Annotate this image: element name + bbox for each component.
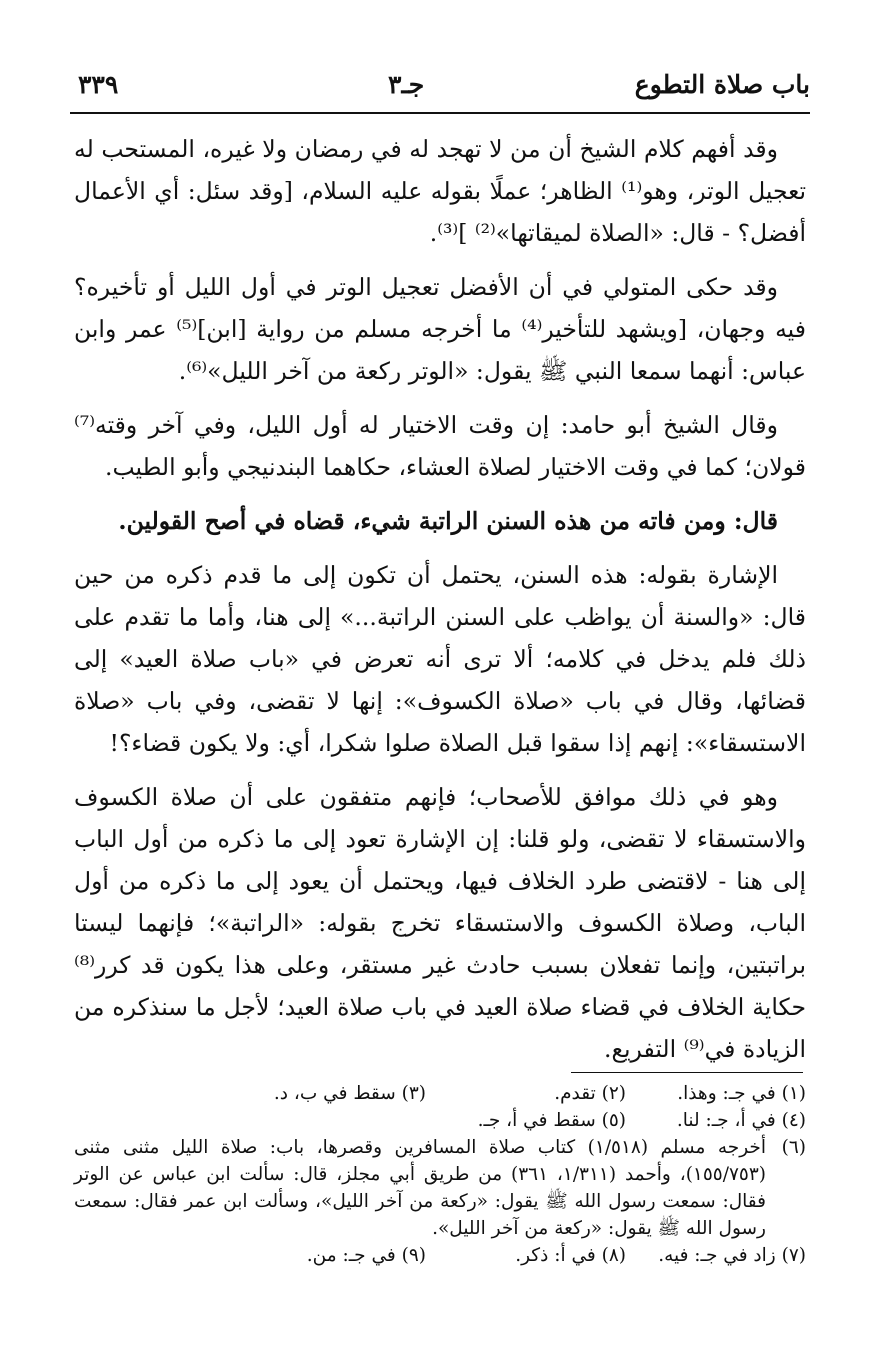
volume-label: جـ٣ [388, 70, 425, 99]
footnotes [74, 1080, 806, 1269]
page-number: ٣٣٩ [78, 70, 119, 99]
footnote: (٧) زاد في جـ: فيه. [658, 1245, 806, 1266]
footnote: (٤) في أ، جـ: لنا. [676, 1110, 806, 1131]
footnote-row [74, 1080, 806, 1107]
footnote-row [74, 1242, 806, 1269]
paragraph: وقال الشيخ أبو حامد: إن وقت الاختيار له أول الليل، وفي آخر وقته⁽⁷⁾ قولان؛ كما في وقت الاختيار لصلاة العشاء، حكاهما البندنيجي وأبو الطيب. [74, 411, 806, 481]
main-text [74, 128, 806, 1082]
chapter-title: باب صلاة التطوع [634, 70, 810, 99]
footnote: (٥) سقط في أ، جـ. [477, 1110, 626, 1131]
footnote: (٩) في جـ: من. [306, 1245, 426, 1266]
footnote-row [74, 1107, 806, 1134]
footnote: (١) في جـ: وهذا. [677, 1083, 806, 1104]
paragraph: وهو في ذلك موافق للأصحاب؛ فإنهم متفقون على أن صلاة الكسوف والاستسقاء لا تقضى، ولو قلنا: إن الإشارة تعود إلى ما ذكره من أول الباب إلى هنا - لاقتضى طرد الخلاف فيها، ويحتمل أن يعود إلى ما ذكره من أول الباب، وصلاة الكسوف والاستسقاء تخرج بقوله: «الراتبة»؛ فإنهما ليستا براتبتين، وإنما تفعلان بسبب حادث غير مستقر، وعلى هذا يكون قد كرر⁽⁸⁾ حكاية الخلاف في قضاء صلاة العيد في باب صلاة العيد؛ لأجل ما سنذكره من الزيادة في⁽⁹⁾ التفريع. [74, 783, 806, 1063]
running-header [70, 64, 810, 104]
paragraph: وقد أفهم كلام الشيخ أن من لا تهجد له في رمضان ولا غيره، المستحب له تعجيل الوتر، وهو⁽¹⁾ الظاهر؛ عملًا بقوله عليه السلام، [وقد سئل: أي الأعمال أفضل؟ - قال: «الصلاة لميقاتها»⁽²⁾ ]⁽³⁾. [74, 135, 807, 247]
footnote-text: أخرجه مسلم (١/٥١٨) كتاب صلاة المسافرين وقصرها، باب: صلاة الليل مثنى مثنى (١٥٥/٧٥٣)، وأحمد (١/٣١١، ٣٦١) من طريق أبي مجلز، قال: سألت ابن عباس عن الوتر فقال: سمعت رسول الله ﷺ يقول: «ركعة من آخر الليل»، وسألت ابن عمر فقال: سمعت رسول الله ﷺ يقول: «ركعة من آخر الليل». [74, 1137, 767, 1239]
footnote-divider [571, 1072, 803, 1073]
footnote-number: (٦) [781, 1137, 806, 1158]
footnote-long [74, 1134, 806, 1242]
footnote: (٨) في أ: ذكر. [515, 1245, 626, 1266]
matn-paragraph: قال: ومن فاته من هذه السنن الراتبة شيء، قضاه في أصح القولين. [118, 507, 778, 535]
header-divider [70, 112, 810, 114]
footnote: (٣) سقط في ب، د. [273, 1083, 426, 1104]
footnote: (٢) تقدم. [554, 1083, 626, 1104]
paragraph: الإشارة بقوله: هذه السنن، يحتمل أن تكون إلى ما قدم ذكره من حين قال: «والسنة أن يواظب على السنن الراتبة...» إلى هنا، وأما ما تقدم على ذلك فلم يدخل في كلامه؛ ألا ترى أنه تعرض في «باب صلاة العيد» إلى قضائها، وقال في باب «صلاة الكسوف»: إنها لا تقضى، وفي باب «صلاة الاستسقاء»: إنهم إذا سقوا قبل الصلاة صلوا شكرا، أي: ولا يكون قضاء؟! [74, 561, 806, 757]
paragraph: وقد حكى المتولي في أن الأفضل تعجيل الوتر في أول الليل أو تأخيره؟ فيه وجهان، [ويشهد للتأخير⁽⁴⁾ ما أخرجه مسلم من رواية [ابن]⁽⁵⁾ عمر وابن عباس: أنهما سمعا النبي ﷺ يقول: «الوتر ركعة من آخر الليل»⁽⁶⁾. [74, 273, 806, 385]
